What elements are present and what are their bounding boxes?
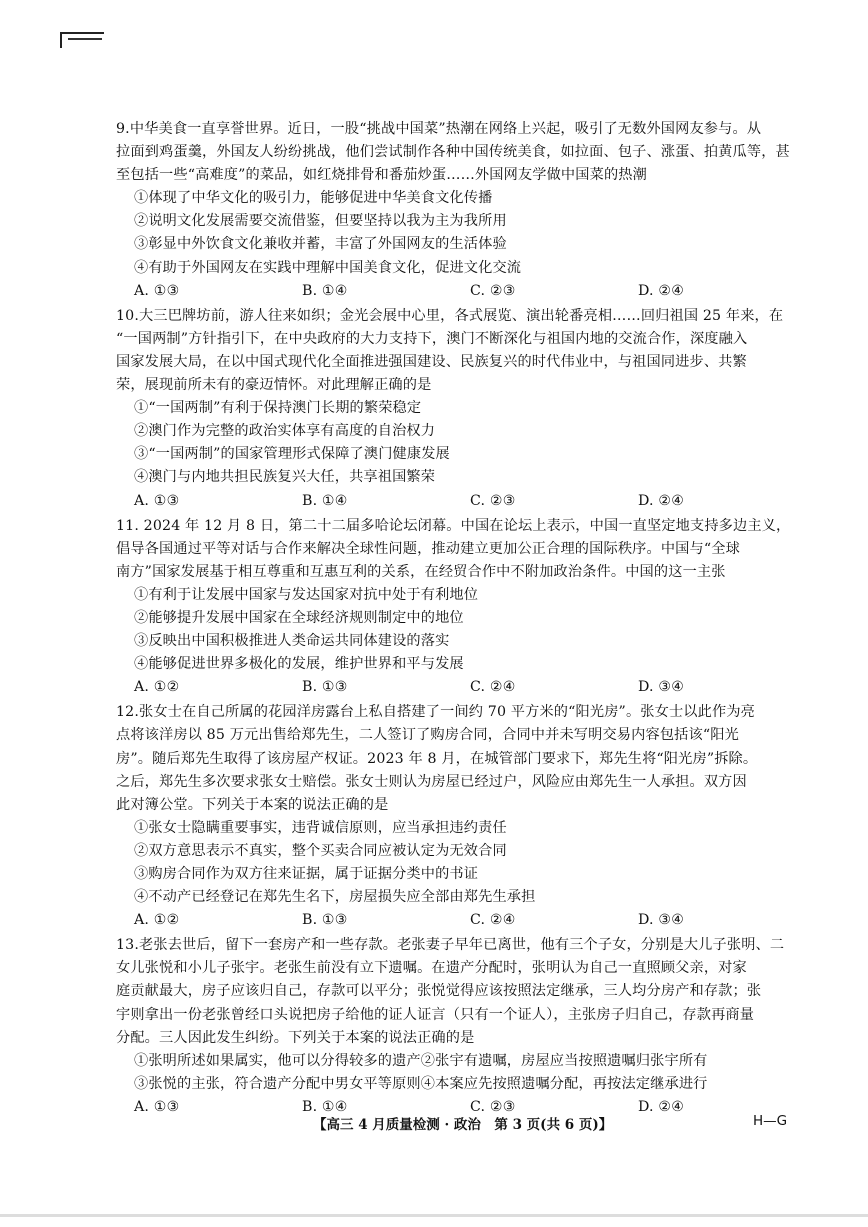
stem-line: 13.老张去世后，留下一套房产和一些存款。老张妻子早年已离世，他有三个子女，分别是大儿子张明、二 xyxy=(116,937,785,954)
answer-choices xyxy=(116,909,806,932)
stem-line: 至包括一些“高难度”的菜品，如红烧排骨和番茄炒蛋……外国网友学做中国菜的热潮 xyxy=(116,167,647,184)
choice-b: B. ①③ xyxy=(302,912,348,929)
choice-d: D. ②④ xyxy=(638,1098,685,1115)
stem-line: 房”。随后郑先生取得了该房屋产权证。2023 年 8 月，在城管部门要求下，郑先生将“阳光房”拆除。 xyxy=(116,750,758,767)
choice-d: D. ③④ xyxy=(638,679,685,696)
question-stem xyxy=(116,515,806,584)
choice-c: C. ②③ xyxy=(470,282,516,299)
statement-option: ④不动产已经登记在郑先生名下，房屋损失应全部由郑先生承担 xyxy=(134,889,536,906)
question-stem xyxy=(116,701,806,816)
statement-option: ①张明所述如果属实，他可以分得较多的遗产 xyxy=(134,1052,421,1069)
footer-title: 【高三 4 月质量检测 · 政治 第 3 页(共 6 页)】 xyxy=(313,1117,613,1133)
question-12 xyxy=(116,701,806,932)
question-stem xyxy=(116,934,806,1049)
choice-d: D. ②④ xyxy=(638,492,685,509)
choice-d: D. ③④ xyxy=(638,912,685,929)
statement-option-row xyxy=(116,1073,806,1096)
question-11 xyxy=(116,515,806,700)
statement-option: ②能够提升发展中国家在全球经济规则制定中的地位 xyxy=(134,609,464,626)
stem-line: 11. 2024 年 12 月 8 日，第二十二届多哈论坛闭幕。中国在论坛上表示，中国一直坚定地支持多边主义， xyxy=(116,517,791,534)
choice-c: C. ②④ xyxy=(470,912,516,929)
stem-line: 荣，展现前所未有的豪迈情怀。对此理解正确的是 xyxy=(116,377,432,394)
choice-c: C. ②④ xyxy=(470,679,516,696)
bottom-divider xyxy=(0,1214,868,1217)
statement-option: ④有助于外国网友在实践中理解中国美食文化，促进文化交流 xyxy=(134,259,522,276)
stem-line: 10.大三巴牌坊前，游人往来如织；金光会展中心里，各式展览、演出轮番亮相……回归祖国 25 年来，在 xyxy=(116,307,784,324)
choice-a: A. ①③ xyxy=(134,492,180,509)
corner-scan-mark xyxy=(60,32,104,48)
choice-b: B. ①④ xyxy=(302,282,348,299)
paper-code: H—G xyxy=(753,1113,788,1129)
statement-option: ③“一国两制”的国家管理形式保障了澳门健康发展 xyxy=(134,446,450,463)
stem-line: 女儿张悦和小儿子张宇。老张生前没有立下遗嘱。在遗产分配时，张明认为自己一直照顾父亲，对家 xyxy=(116,960,747,977)
statement-option: ③反映出中国积极推进人类命运共同体建设的落实 xyxy=(134,633,450,650)
stem-line: 9.中华美食一直享誉世界。近日，一股“挑战中国菜”热潮在网络上兴起，吸引了无数外国网友参与。从 xyxy=(116,121,762,137)
choice-b: B. ①③ xyxy=(302,679,348,696)
choice-a: A. ①③ xyxy=(134,282,180,299)
stem-line: 南方”国家发展基于相互尊重和互惠互利的关系，在经贸合作中不附加政治条件。中国的这一主张 xyxy=(116,563,726,580)
statement-option: ④澳门与内地共担民族复兴大任，共享祖国繁荣 xyxy=(134,469,436,486)
statement-option: ②双方意思表示不真实，整个买卖合同应被认定为无效合同 xyxy=(134,842,507,859)
question-13 xyxy=(116,934,806,1119)
statement-option: ①张女士隐瞒重要事实，违背诚信原则，应当承担违约责任 xyxy=(134,819,507,836)
statement-option: ②张宇有遗嘱，房屋应当按照遗嘱归张宇所有 xyxy=(420,1052,708,1069)
statement-option: ③购房合同作为双方往来证据，属于证据分类中的书证 xyxy=(134,866,479,882)
stem-line: 倡导各国通过平等对话与合作来解决全球性问题，推动建立更加公正合理的国际秩序。中国与“全球 xyxy=(116,540,740,557)
statement-option: ④能够促进世界多极化的发展，维护世界和平与发展 xyxy=(134,656,464,673)
stem-line: 拉面到鸡蛋羹，外国友人纷纷挑战，他们尝试制作各种中国传统美食，如拉面、包子、涨蛋、拍黄瓜等，甚 xyxy=(116,144,790,161)
question-9 xyxy=(116,118,806,303)
answer-choices xyxy=(116,280,806,303)
stem-line: 宇则拿出一份老张曾经口头说把房子给他的证人证言（只有一个证人），主张房子归自己，存款再商量 xyxy=(116,1006,755,1023)
choice-d: D. ②④ xyxy=(638,282,685,299)
statement-option: ②说明文化发展需要交流借鉴，但要坚持以我为主为我所用 xyxy=(134,213,507,230)
question-10 xyxy=(116,305,806,513)
statement-option: ③彰显中外饮食文化兼收并蓄，丰富了外国网友的生活体验 xyxy=(134,236,507,253)
page-footer xyxy=(0,1113,868,1135)
choice-a: A. ①③ xyxy=(134,1098,180,1115)
stem-line: 点将该洋房以 85 万元出售给郑先生，二人签订了购房合同，合同中并未写明交易内容包括该“阳光 xyxy=(116,727,739,744)
stem-line: “一国两制”方针指引下，在中央政府的大力支持下，澳门不断深化与祖国内地的交流合作，深度融入 xyxy=(116,330,748,347)
stem-line: 庭贡献最大，房子应该归自己，存款可以平分；张悦觉得应该按照法定继承，三人均分房产和存款；张 xyxy=(116,983,762,1000)
answer-choices xyxy=(116,676,806,699)
statement-option: ①体现了中华文化的吸引力，能够促进中华美食文化传播 xyxy=(134,190,493,207)
stem-line: 12.张女士在自己所属的花园洋房露台上私自搭建了一间约 70 平方米的“阳光房”。张女士以此作为亮 xyxy=(116,704,755,721)
answer-choices xyxy=(116,490,806,513)
statement-option: ③张悦的主张，符合遗产分配中男女平等原则 xyxy=(134,1075,421,1092)
choice-a: A. ①② xyxy=(134,912,180,929)
choice-a: A. ①② xyxy=(134,679,180,696)
statement-option: ①“一国两制”有利于保持澳门长期的繁荣稳定 xyxy=(134,400,422,417)
question-list xyxy=(116,118,806,1121)
stem-line: 之后，郑先生多次要求张女士赔偿。张女士则认为房屋已经过户，风险应由郑先生一人承担。双方因 xyxy=(116,773,747,790)
choice-c: C. ②③ xyxy=(470,1098,516,1115)
choice-c: C. ②③ xyxy=(470,492,516,509)
statement-option: ①有利于让发展中国家与发达国家对抗中处于有利地位 xyxy=(134,586,479,603)
choice-b: B. ①④ xyxy=(302,492,348,509)
stem-line: 分配。三人因此发生纠纷。下列关于本案的说法正确的是 xyxy=(116,1029,475,1046)
stem-line: 此对簿公堂。下列关于本案的说法正确的是 xyxy=(116,796,389,813)
statement-option-row xyxy=(116,1050,806,1073)
stem-line: 国家发展大局，在以中国式现代化全面推进强国建设、民族复兴的时代伟业中，与祖国同进步、共繁 xyxy=(116,353,747,370)
statement-option: ④本案应先按照遗嘱分配，再按法定继承进行 xyxy=(420,1075,708,1092)
question-stem xyxy=(116,305,806,397)
question-stem xyxy=(116,118,806,187)
statement-option: ②澳门作为完整的政治实体享有高度的自治权力 xyxy=(134,423,436,440)
choice-b: B. ①④ xyxy=(302,1098,348,1115)
